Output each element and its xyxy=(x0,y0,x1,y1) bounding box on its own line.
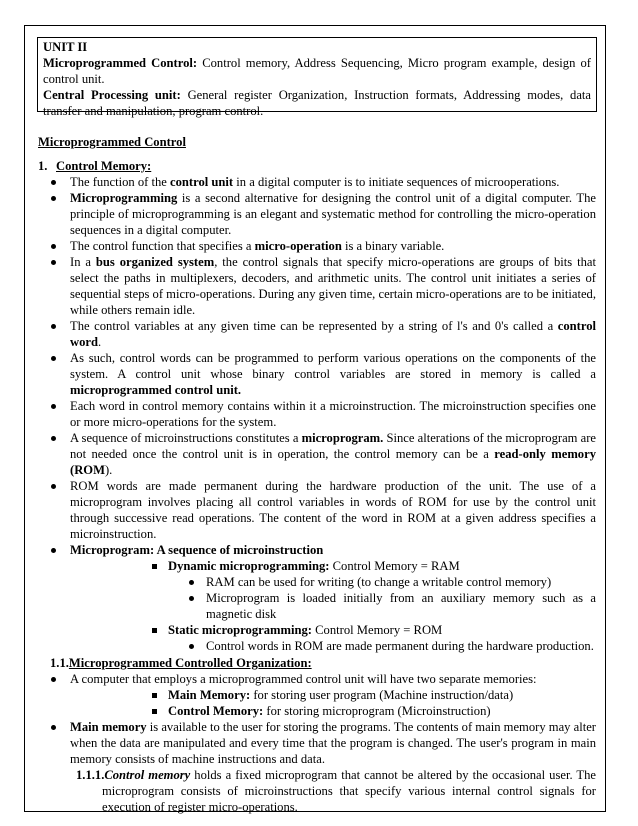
list-item: A sequence of microinstructions constitutes a microprogram. Since alterations of the microprogram are not needed once the control unit is in operation, the control memory can be a read-only memory (ROM). xyxy=(38,430,596,478)
list-item: ROM words are made permanent during the hardware production of the unit. The use of a microprogram involves placing all control variables in words of ROM for use by the control unit through successive read operations. The content of the word in ROM at a given address specifies a microinstruction. xyxy=(38,478,596,542)
unit-syllabus-box xyxy=(37,37,597,118)
control-memory-paragraph: 1.1.1.Control memory holds a fixed microprogram that cannot be altered by the occasional user. The microprogram consists of microinstructions that specify various internal control signals for execution of register micro-operations. xyxy=(76,768,596,814)
static-microprogramming: Static microprogramming: Control Memory = ROM xyxy=(38,622,596,638)
list-item: As such, control words can be programmed to perform various operations on the components of the system. A control unit whose binary control variables are stored in memory is called a microprogrammed control unit. xyxy=(38,350,596,398)
list-item: Microprogram: A sequence of microinstruction xyxy=(38,542,596,558)
section-title: Microprogrammed Control xyxy=(38,135,186,149)
organization-list xyxy=(38,671,596,767)
list-item: Control words in ROM are made permanent during the hardware production. xyxy=(38,638,596,654)
list-item: The function of the control unit in a digital computer is to initiate sequences of microoperations. xyxy=(38,174,596,190)
dynamic-microprogramming: Dynamic microprogramming: Control Memory = RAM xyxy=(38,558,596,574)
list-item: Main memory is available to the user for storing the programs. The contents of main memory may alter when the data are manipulated and every time that the program is changed. The user's program in main memory consists of machine instructions and data. xyxy=(38,719,596,767)
list-item: In a bus organized system, the control signals that specify micro-operations are groups of bits that select the paths in multiplexers, decoders, and arithmetic units. The control unit initiates a series of sequential steps of micro-operations. During any given time, certain micro-operations are to be initiated, while others remain idle. xyxy=(38,254,596,318)
list-item: The control variables at any given time can be represented by a string of l's and 0's called a control word. xyxy=(38,318,596,350)
control-memory-list xyxy=(38,174,596,558)
unit-title: UNIT II xyxy=(43,40,88,54)
list-item: Microprogramming is a second alternative for designing the control unit of a digital computer. The principle of microprogramming is an elegant and systematic method for controlling the micro-operation sequences in a digital computer. xyxy=(38,190,596,238)
list-item: A computer that employs a microprogrammed control unit will have two separate memories: xyxy=(38,671,596,687)
syllabus-line-cpu: Central Processing unit: General register Organization, Instruction formats, Addressing modes, data transfer and manipulation, program control. xyxy=(43,88,591,118)
list-item: Microprogram is loaded initially from an auxiliary memory such as a magnetic disk xyxy=(38,590,596,622)
heading-microprogrammed-organization: 1.1.Microprogrammed Controlled Organization: xyxy=(50,656,312,670)
microprogramming-types xyxy=(38,558,596,654)
list-item: Each word in control memory contains within it a microinstruction. The microinstruction specifies one or more micro-operations for the system. xyxy=(38,398,596,430)
list-item: RAM can be used for writing (to change a writable control memory) xyxy=(38,574,596,590)
control-memory-item: Control Memory: for storing microprogram (Microinstruction) xyxy=(38,703,596,719)
main-memory-item: Main Memory: for storing user program (Machine instruction/data) xyxy=(38,687,596,703)
list-item: The control function that specifies a micro-operation is a binary variable. xyxy=(38,238,596,254)
heading-control-memory: 1. Control Memory: xyxy=(38,159,152,173)
document-body xyxy=(38,134,596,815)
syllabus-line-microprogrammed: Microprogrammed Control: Control memory, Address Sequencing, Micro program example, design of control unit. xyxy=(43,56,591,86)
